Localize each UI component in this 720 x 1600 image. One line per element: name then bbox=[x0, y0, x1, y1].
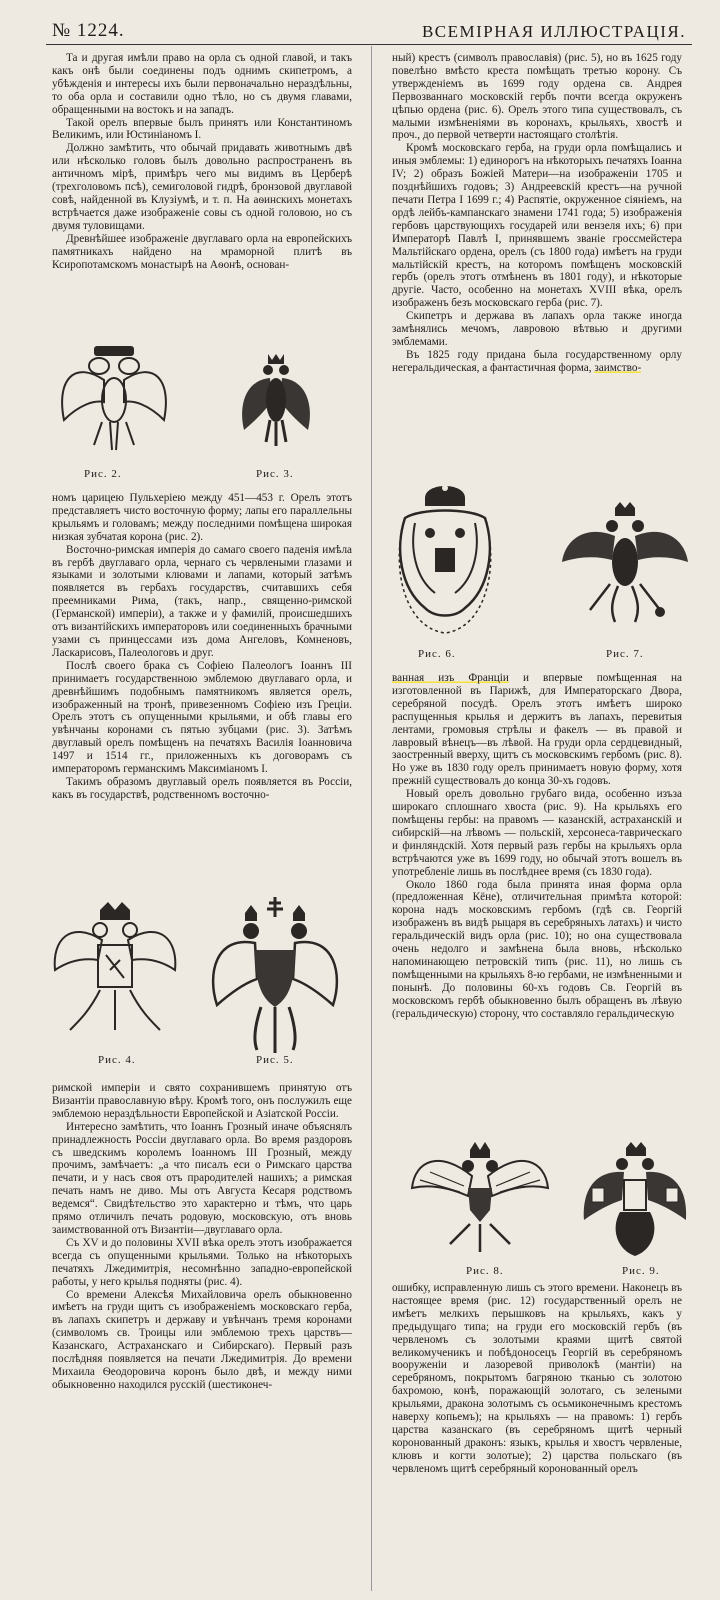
paragraph: Около 1860 года была принята иная форма орла (предложенная Кёне), отличительная примѣта которой: корона надъ московскимъ гербомъ (гдѣ св. Георгій изображенъ въ видѣ рыцаря въ серебряныхъ латахъ) и чисто геральдическій видъ орла (рис. 10); но она существовала очень недолго и замѣнена была вновь, нѣсколько напоминающею петровскій типъ (рис. 11), но лишь съ помѣщенными на крыльяхъ 8-ю гербами, не измѣненными и понынѣ. До половины 60-хъ годовъ Св. Георгій въ московскомъ гербѣ обыкновенно былъ обращенъ въ лѣвую (геральдическую) сторону, что составляло геральдическую bbox=[392, 878, 682, 1020]
paragraph: Такой орелъ впервые былъ принятъ или Константиномъ Великимъ, или Юстиніаномъ I. bbox=[52, 116, 352, 142]
paragraph: Интересно замѣтить, что Іоаннъ Грозный иначе объяснялъ принадлежность Россіи двуглаваго орла. Во время раздоровъ съ шведскимъ королемъ Іоанномъ III Грозный, между прочимъ, замѣчаетъ: „а что писалъ еси о Римскаго царства печати, и у насъ своя отъ прародителей нашихъ; а римская печать намъ не диво. Мы отъ Августа Кесаря родствомъ ведемся“. Свидѣтельство это характерно и тѣмъ, что царь прямо отличилъ печать родовую, московскую, отъ вновь заимствованной отъ Византіи—двуглаваго орла. bbox=[52, 1120, 352, 1236]
paragraph: Такимъ образомъ двуглавый орелъ появляется въ Россіи, какъ въ государствѣ, родственномъ восточно- bbox=[52, 775, 352, 801]
highlighted-text: ванная изъ Франціи bbox=[392, 672, 509, 684]
paragraph: Новый орелъ довольно грубаго вида, особенно изъза широкаго сплошнаго хвоста (рис. 9). На крыльяхъ его помѣщены гербы: на правомъ — казанскій, астраханскій и сибирскій—на лѣвомъ — польскій, херсонеса-таврическаго и финляндскій. Хотя первый разъ гербы на крыльяхъ орла встрѣчаются уже въ 1699 году, но обычай этотъ вошелъ въ употребленіе лишь въ послѣднее время (съ 1830 года). bbox=[392, 788, 682, 878]
text-span: и впервые помѣщенная на изготовленной въ Парижѣ, для Императорскаго Двора, серебряной посудѣ. Орелъ этотъ имѣетъ широко распущенныя крылья и держитъ въ лапахъ, перевитыя лентами, громовыя стрѣлы и факелъ — въ правой и лавровый вѣнецъ—въ лѣвой. На груди орла сердцевидный, заостренный вверху, щитъ съ московскимъ гербомъ (рис. 8). Но уже въ 1830 году орелъ принимаетъ новую форму, хотя прежній существовалъ до конца 30-хъ годовъ. bbox=[392, 672, 682, 788]
publication-title: ВСЕМІРНАЯ ИЛЛЮСТРАЦІЯ. bbox=[421, 22, 686, 41]
issue-number: № 1224. bbox=[52, 20, 125, 41]
figure-2-eagle bbox=[54, 340, 174, 455]
figure-5-eagle bbox=[205, 895, 345, 1055]
figure-6-eagle bbox=[385, 478, 505, 638]
paragraph: Та и другая имѣли право на орла съ одной главой, и такъ какъ онѣ были соединены подъ однимъ скипетромъ, а убѣжденія и интересы ихъ были первоначально нераздѣльны, то оба орла и составили одно тѣло, но съ двумя главами, обращенными на востокъ и на западъ. bbox=[52, 52, 352, 116]
caption-fig-7: Рис. 7. bbox=[606, 648, 644, 660]
column-2-block-2 bbox=[392, 672, 682, 1144]
column-1-block-1 bbox=[52, 52, 352, 310]
caption-fig-8: Рис. 8. bbox=[466, 1265, 504, 1277]
page-header bbox=[52, 14, 686, 42]
figure-7-eagle bbox=[560, 500, 690, 630]
column-2-block-1 bbox=[392, 52, 682, 464]
caption-fig-5: Рис. 5. bbox=[256, 1054, 294, 1066]
figure-8-eagle bbox=[410, 1140, 550, 1260]
paragraph: Древнѣйшее изображеніе двуглаваго орла на европейскихъ памятникахъ найдено на мраморной плитѣ въ Ксиропотамскомъ монастырѣ на Аѳонѣ, основан- bbox=[52, 232, 352, 271]
paragraph: Скипетръ и держава въ лапахъ орла также иногда замѣнялись мечомъ, лавровою вѣтвью и другими эмблемами. bbox=[392, 310, 682, 348]
column-2-block-3 bbox=[392, 1282, 682, 1597]
figure-9-eagle bbox=[580, 1140, 690, 1260]
paragraph: Должно замѣтить, что обычай придавать животнымъ двѣ или нѣсколько головъ былъ довольно распространенъ въ античномъ мірѣ, примѣръ чего мы видимъ въ Церберѣ (трехголовомъ псѣ), семиголовой гидрѣ, бронзовой двуглавой совѣ, найденной въ Клузіумѣ, и т. п. На аѳинскихъ монетахъ встрѣчается даже изображеніе совы съ одной головою, но съ двумя туловищами. bbox=[52, 142, 352, 232]
paragraph: Съ XV и до половины XVII вѣка орелъ этотъ изображается всегда съ опущенными крыльями. Только на нѣкоторыхъ печатяхъ Лжедимитрія, несомнѣнно западно-европейской работы, у него крылья подняты (рис. 4). bbox=[52, 1236, 352, 1288]
paragraph: Кромѣ московскаго герба, на груди орла помѣщались и иныя эмблемы: 1) единорогъ на нѣкоторыхъ печатяхъ Іоанна IV; 2) образъ Божіей Матери—на изображеніи 1705 и позднѣйшихъ годовъ; 3) Андреевскій крестъ—на ручной печати Петра I 1699 г.; 4) Распятіе, окруженное сіяніемъ, на ордѣ лейбъ-кампанскаго знамени 1741 года; 5) изображенія гербовъ царствующихъ государей или вензеля ихъ; 6) при Императорѣ Павлѣ I, принявшемъ званіе гроссмейстера Мальтійскаго ордена, орелъ (съ 1800 года) имѣетъ на груди мальтійскій крестъ, на которомъ помѣщенъ московскій гербъ (орелъ этотъ отмѣненъ въ 1801 году), и нѣкоторые другіе. Часто, особенно на монетахъ XVIII вѣка, орелъ изображенъ безъ московскаго герба (рис. 7). bbox=[392, 142, 682, 310]
caption-fig-9: Рис. 9. bbox=[622, 1265, 660, 1277]
highlighted-text: заимство- bbox=[594, 361, 642, 374]
caption-fig-3: Рис. 3. bbox=[256, 468, 294, 480]
paragraph: Послѣ своего брака съ Софіею Палеологъ Іоаннъ III принимаетъ государственною эмблемою двуглаваго орла, и древнѣйшимъ подобнымъ памятникомъ является орелъ, изображенный на тронѣ, привезенномъ Софіею изъ Греціи. Орелъ этотъ съ опущенными крыльями, и обѣ главы его увѣнчаны коронами съ пятью зубцами (рис. 3). Затѣмъ двуглавый орелъ помѣщенъ на печатяхъ Василія Іоанновича 1497 и 1514 гг., приложенныхъ къ договорамъ съ императоромъ германскимъ Максиміаномъ I. bbox=[52, 659, 352, 776]
paragraph: ный) крестъ (символъ православія) (рис. 5), но въ 1625 году повелѣно вмѣсто креста помѣщать третью корону. Съ утвержденіемъ въ 1699 году ордена св. Андрея Первозваннаго московскій гербъ почти всегда окруженъ цѣпью ордена (рис. 6). Орелъ этого типа существовалъ, съ малыми измѣненіями въ коронахъ, крыльяхъ, хвостѣ и проч., до первой четверти настоящаго столѣтія. bbox=[392, 52, 682, 142]
column-1-block-3 bbox=[52, 1082, 352, 1597]
column-1-block-2 bbox=[52, 492, 352, 887]
column-divider bbox=[371, 46, 372, 1591]
figure-4-eagle bbox=[50, 900, 180, 1040]
caption-fig-2: Рис. 2. bbox=[84, 468, 122, 480]
paragraph: ошибку, исправленную лишь съ этого времени. Наконецъ въ настоящее время (рис. 12) государственный орелъ не имѣетъ мелкихъ перышковъ на крыльяхъ, какъ у предыдущаго типа; на груди его московскій гербъ (въ червленомъ съ золотыми краями щитѣ святой великомученикъ и побѣдоносецъ Георгій въ серебряномъ вооруженіи и лазоревой приволокѣ (мантіи) на серебряномъ, покрытомъ багряною тканью съ золотою бахромою, конѣ, поражающій золотаго, съ зелеными крыльями, дракона золотымъ съ осьмиконечнымъ крестомъ наверху копьемъ); на крыльяхъ — на правомъ: 1) гербъ царства казанскаго (въ серебряномъ щитѣ черный коронованный драконъ: языкъ, крылья и хвостъ червленые, клювъ и когти золотые); 2) царства польскаго (въ червленомъ щитѣ серебряный коронованный орелъ bbox=[392, 1282, 682, 1475]
paragraph: Восточно-римская имперія до самаго своего паденія имѣла въ гербѣ двуглаваго орла, чернаго съ червлеными глазами и языками и золотыми клювами и лапами, который затѣмъ появляется въ гербахъ государствъ, считавшихъ себя преемниками Рима, (такъ, напр., священно-римской (Германской) имперіи), а также и у фамилій, происшедшихъ отъ византійскихъ императоровъ или соединенныхъ брачными узами съ принцессами изъ дома Ангеловъ, Комненовъ, Ласкарисовъ, Палеологовъ и друг. bbox=[52, 543, 352, 659]
header-rule bbox=[46, 44, 692, 45]
paragraph: римской имперіи и свято сохранившемъ принятую отъ Византіи православную вѣру. Кромѣ того, онъ послужилъ еще эмблемою нераздѣльности Европейской и Азіатской Россіи. bbox=[52, 1082, 352, 1120]
caption-fig-6: Рис. 6. bbox=[418, 648, 456, 660]
paragraph-1825 bbox=[392, 349, 682, 375]
paragraph: Со времени Алексѣя Михайловича орелъ обыкновенно имѣетъ на груди щитъ съ изображеніемъ московскаго герба, въ лапахъ скипетръ и державу и увѣнчанъ тремя коронами (символомъ св. Троицы или эмблемою трехъ царствъ—Казанскаго, Астраханскаго и Сибирскаго). Первый разъ послѣдняя появляется на печати Лжедимитрія. До времени Михаила Ѳеодоровича коронъ было двѣ, и между ними обыкновенно находился русскій (шестиконеч- bbox=[52, 1288, 352, 1391]
paragraph-1825-continued bbox=[392, 672, 682, 788]
figure-3-eagle bbox=[236, 350, 316, 450]
paragraph: номъ царицею Пульхеріею между 451—453 г. Орелъ этотъ представляетъ чисто восточную форму; лапы его параллельны крыльямъ и головамъ; между последними помѣщена широкая низкая зубчатая корона (рис. 2). bbox=[52, 492, 352, 543]
text-span: Въ 1825 году придана была государственному орлу негеральдическая, а фантастичная форма, bbox=[392, 348, 682, 374]
caption-fig-4: Рис. 4. bbox=[98, 1054, 136, 1066]
